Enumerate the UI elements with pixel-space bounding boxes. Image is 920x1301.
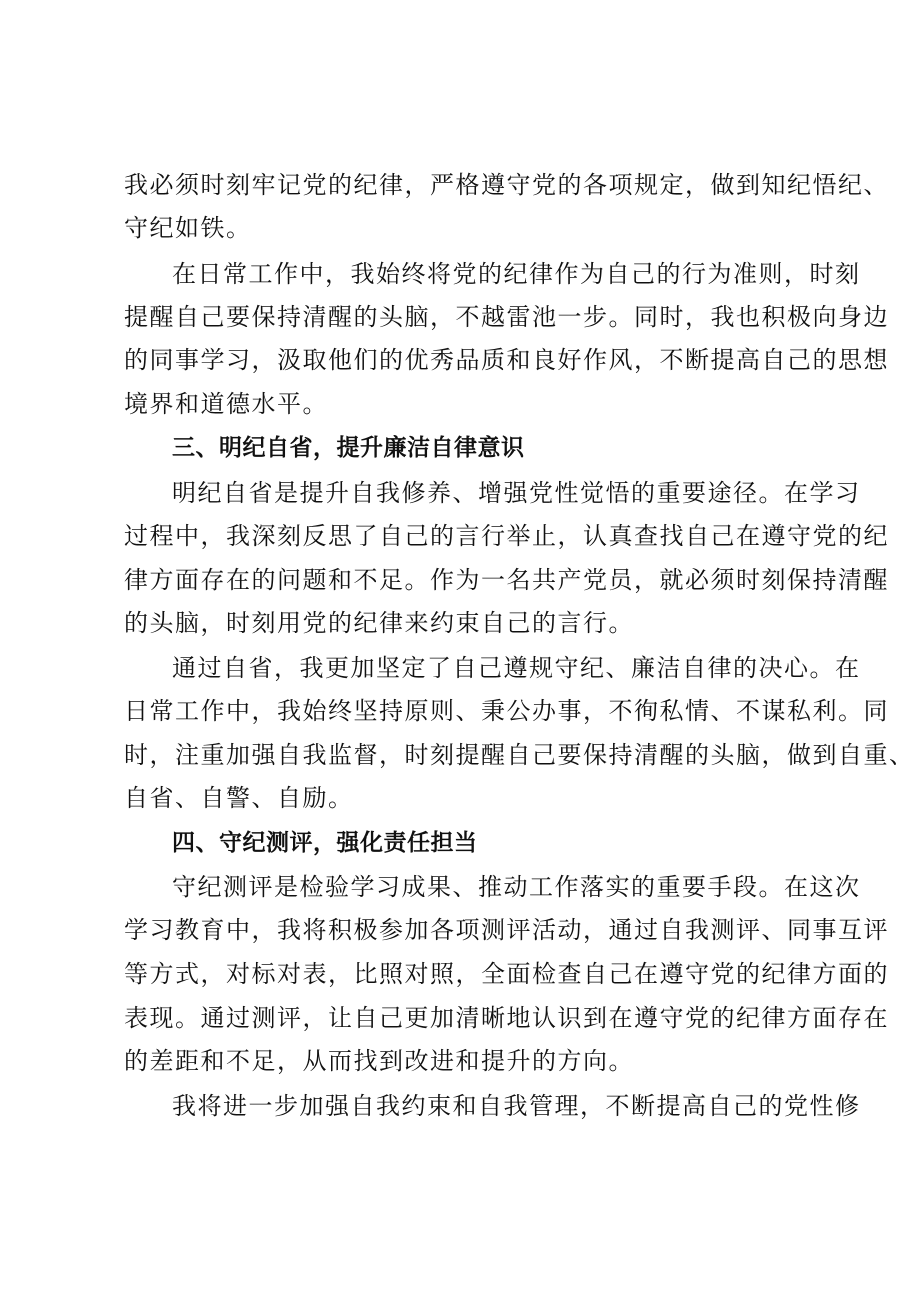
paragraph-line: 的同事学习，汲取他们的优秀品质和良好作风，不断提高自己的思想 (124, 346, 889, 374)
paragraph-line: 我将进一步加强自我约束和自我管理，不断提高自己的党性修 (172, 1092, 861, 1120)
paragraph-line: 时，注重加强自我监督，时刻提醒自己要保持清醒的头脑，做到自重、 (124, 741, 915, 769)
paragraph-line: 境界和道德水平。 (124, 390, 328, 418)
paragraph-line: 的差距和不足，从而找到改进和提升的方向。 (124, 1047, 634, 1075)
paragraph-line: 律方面存在的问题和不足。作为一名共产党员，就必须时刻保持清醒 (124, 566, 889, 594)
paragraph-line: 表现。通过测评，让自己更加清晰地认识到在遵守党的纪律方面存在 (124, 1004, 889, 1032)
paragraph-line: 自省、自警、自励。 (124, 784, 354, 812)
paragraph-line: 我必须时刻牢记党的纪律，严格遵守党的各项规定，做到知纪悟纪、 (124, 171, 889, 199)
paragraph-line: 守纪测评是检验学习成果、推动工作落实的重要手段。在这次 (172, 873, 861, 901)
section-heading-4: 四、守纪测评，强化责任担当 (172, 830, 478, 856)
paragraph-line: 学习教育中，我将积极参加各项测评活动，通过自我测评、同事互评 (124, 916, 889, 944)
paragraph-line: 过程中，我深刻反思了自己的言行举止，认真查找自己在遵守党的纪 (124, 522, 889, 550)
paragraph-line: 明纪自省是提升自我修养、增强党性觉悟的重要途径。在学习 (172, 479, 861, 507)
paragraph-line: 等方式，对标对表，比照对照，全面检查自己在遵守党的纪律方面的 (124, 960, 889, 988)
paragraph-line: 日常工作中，我始终坚持原则、秉公办事，不徇私情、不谋私利。同 (124, 697, 889, 725)
paragraph-line: 在日常工作中，我始终将党的纪律作为自己的行为准则，时刻 (172, 260, 861, 288)
paragraph-line: 通过自省，我更加坚定了自己遵规守纪、廉洁自律的决心。在 (172, 654, 861, 682)
paragraph-line: 的头脑，时刻用党的纪律来约束自己的言行。 (124, 609, 634, 637)
section-heading-3: 三、明纪自省，提升廉洁自律意识 (172, 435, 525, 461)
paragraph-line: 守纪如铁。 (124, 214, 252, 242)
paragraph-line: 提醒自己要保持清醒的头脑，不越雷池一步。同时，我也积极向身边 (124, 303, 889, 331)
